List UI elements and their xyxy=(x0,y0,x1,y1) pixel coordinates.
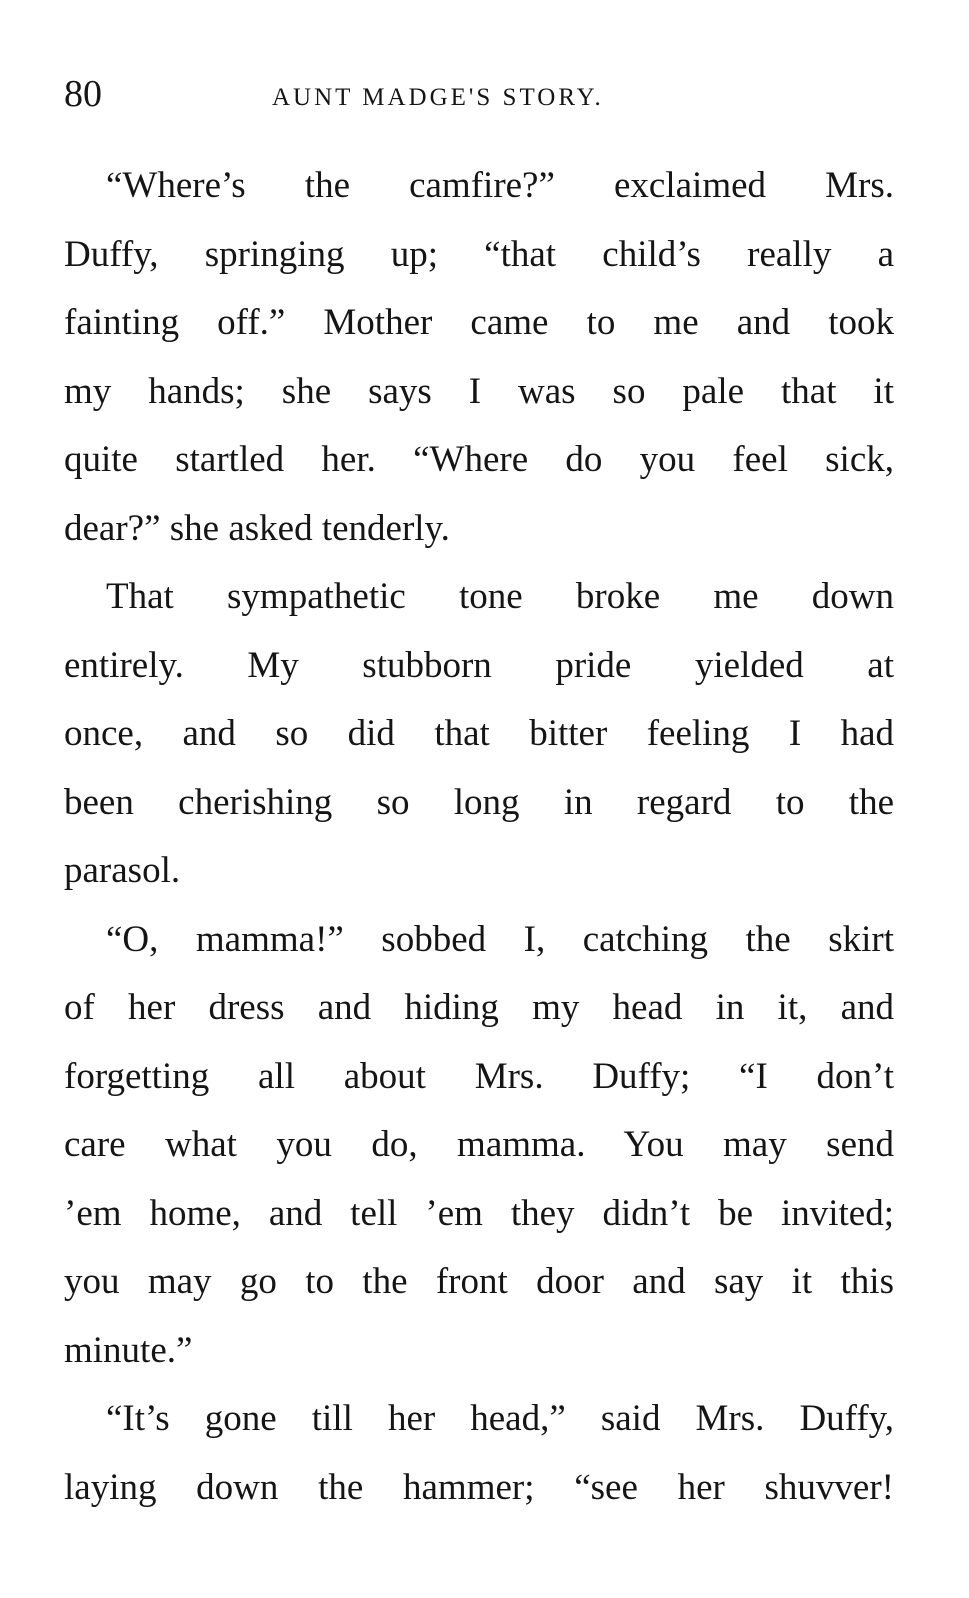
text-line: quite startled her. “Where do you feel sick, xyxy=(64,439,894,480)
text-line: minute.” xyxy=(64,1329,193,1371)
running-title: AUNT MADGE'S STORY. xyxy=(272,84,604,111)
text-line: forgetting all about Mrs. Duffy; “I don’t xyxy=(64,1055,894,1097)
text-line: fainting off.” Mother came to me and took xyxy=(64,302,894,343)
paragraph-4 xyxy=(64,1385,894,1522)
paragraph-3 xyxy=(64,906,894,1386)
text-line: ’em home, and tell ’em they didn’t be invited; xyxy=(64,1192,894,1234)
text-line: been cherishing so long in regard to the xyxy=(64,781,894,823)
page-number: 80 xyxy=(64,73,102,115)
text-line: of her dress and hiding my head in it, and xyxy=(64,987,894,1028)
page-header xyxy=(64,62,894,122)
text-line: laying down the hammer; “see her shuvver! xyxy=(64,1466,894,1508)
text-line: once, and so did that bitter feeling I had xyxy=(64,713,894,754)
text-line: entirely. My stubborn pride yielded at xyxy=(64,644,894,686)
text-line: dear?” she asked tenderly. xyxy=(64,507,450,549)
text-line: “Where’s the camfire?” exclaimed Mrs. xyxy=(106,165,894,206)
text-line: my hands; she says I was so pale that it xyxy=(64,370,894,412)
text-line: parasol. xyxy=(64,850,181,891)
text-line: care what you do, mamma. You may send xyxy=(64,1124,894,1165)
text-line: “O, mamma!” sobbed I, catching the skirt xyxy=(106,918,894,960)
text-line: you may go to the front door and say it this xyxy=(64,1261,894,1302)
text-line: “It’s gone till her head,” said Mrs. Duffy, xyxy=(106,1398,894,1439)
paragraph-2 xyxy=(64,563,894,906)
text-line: Duffy, springing up; “that child’s really a xyxy=(64,233,894,275)
body-text xyxy=(64,152,894,1522)
paragraph-1 xyxy=(64,152,894,563)
text-line: That sympathetic tone broke me down xyxy=(106,576,894,617)
